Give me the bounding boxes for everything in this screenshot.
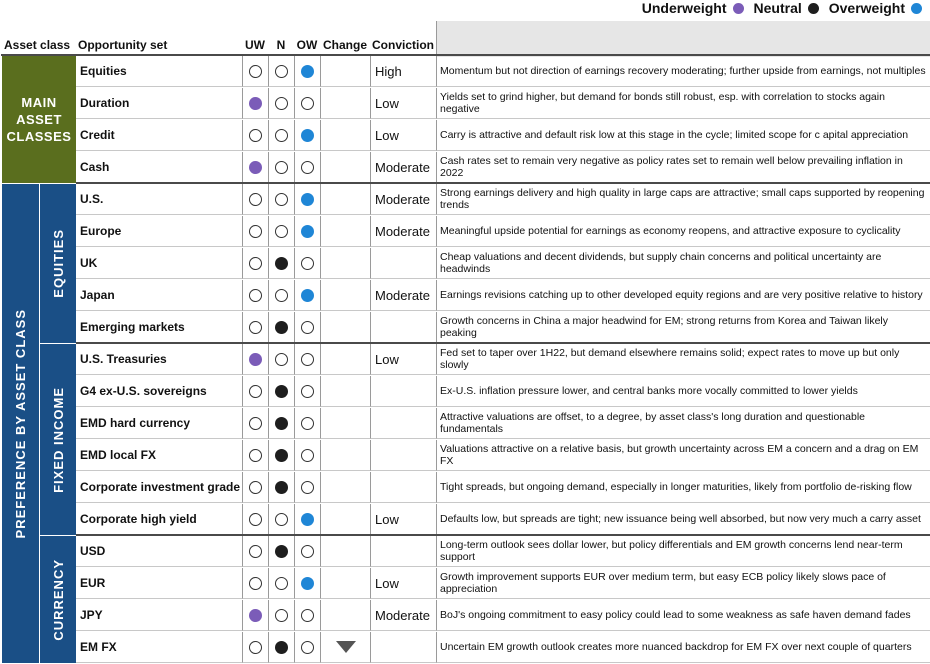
view-uw-cell (242, 312, 268, 343)
change-cell (320, 408, 370, 439)
view-ow-cell (294, 440, 320, 471)
asset-class-grid (1, 20, 930, 663)
neutral-dot-icon (275, 481, 288, 494)
view-ow-cell (294, 312, 320, 343)
view-uw-cell (242, 440, 268, 471)
comment-cell: Yields set to grind higher, but demand for bonds still robust, esp. with correlation to stocks again negative (436, 88, 930, 119)
header-asset-class: Asset class (4, 38, 71, 52)
view-uw-cell (242, 408, 268, 439)
empty-circle-icon (249, 513, 262, 526)
comment-cell: Long-term outlook sees dollar lower, but policy differentials and EM growth concerns lend near-term support (436, 536, 930, 567)
table-row (1, 440, 930, 472)
group-preference-label: PREFERENCE BY ASSET CLASS (13, 308, 28, 539)
opportunity-name: G4 ex-U.S. sovereigns (76, 376, 242, 407)
empty-circle-icon (249, 225, 262, 238)
change-cell (320, 472, 370, 503)
table-row (1, 152, 930, 184)
legend-overweight-label: Overweight (828, 0, 905, 16)
view-ow-cell (294, 184, 320, 215)
view-n-cell (268, 472, 294, 503)
empty-circle-icon (301, 385, 314, 398)
header-divider (1, 54, 930, 56)
empty-circle-icon (301, 257, 314, 270)
change-cell (320, 344, 370, 375)
empty-circle-icon (249, 129, 262, 142)
group-equities-label: EQUITIES (50, 229, 66, 298)
table-row (1, 120, 930, 152)
view-ow-cell (294, 536, 320, 567)
empty-circle-icon (249, 481, 262, 494)
change-cell (320, 184, 370, 215)
view-uw-cell (242, 216, 268, 247)
table-row (1, 472, 930, 504)
group-currency-label: CURRENCY (50, 558, 66, 641)
empty-circle-icon (301, 353, 314, 366)
conviction-cell: Moderate (370, 280, 436, 311)
view-uw-cell (242, 344, 268, 375)
view-ow-cell (294, 120, 320, 151)
empty-circle-icon (275, 225, 288, 238)
view-uw-cell (242, 600, 268, 631)
view-uw-cell (242, 536, 268, 567)
table-row (1, 184, 930, 216)
comment-cell: Carry is attractive and default risk low at this stage in the cycle; limited scope for c apital appreciation (436, 120, 930, 151)
change-cell (320, 152, 370, 183)
conviction-cell (370, 312, 436, 343)
opportunity-name: EMD local FX (76, 440, 242, 471)
empty-circle-icon (249, 385, 262, 398)
opportunity-name: U.S. (76, 184, 242, 215)
section-divider-2 (76, 342, 930, 344)
view-n-cell (268, 504, 294, 535)
table-row (1, 248, 930, 280)
comment-cell: BoJ's ongoing commitment to easy policy could lead to some weakness as safe haven demand fades (436, 600, 930, 631)
empty-circle-icon (275, 161, 288, 174)
empty-circle-icon (301, 641, 314, 654)
empty-circle-icon (301, 545, 314, 558)
view-ow-cell (294, 632, 320, 663)
view-n-cell (268, 440, 294, 471)
empty-circle-icon (301, 97, 314, 110)
empty-circle-icon (249, 289, 262, 302)
view-n-cell (268, 632, 294, 663)
opportunity-name: UK (76, 248, 242, 279)
view-uw-cell (242, 120, 268, 151)
view-n-cell (268, 408, 294, 439)
header-n: N (276, 38, 286, 52)
empty-circle-icon (249, 321, 262, 334)
empty-circle-icon (275, 193, 288, 206)
conviction-cell: Low (370, 88, 436, 119)
conviction-cell (370, 408, 436, 439)
table-row (1, 600, 930, 632)
empty-circle-icon (249, 193, 262, 206)
neutral-dot-icon (808, 3, 819, 14)
change-cell (320, 312, 370, 343)
change-cell (320, 440, 370, 471)
view-ow-cell (294, 280, 320, 311)
comment-cell: Cheap valuations and decent dividends, but supply chain concerns and political uncertainty are headwinds (436, 248, 930, 279)
conviction-cell (370, 440, 436, 471)
view-n-cell (268, 568, 294, 599)
comment-cell: Strong earnings delivery and high quality in large caps are attractive; small caps supported by reopening trends (436, 184, 930, 215)
empty-circle-icon (301, 321, 314, 334)
table-row (1, 56, 930, 88)
table-row (1, 216, 930, 248)
view-ow-cell (294, 216, 320, 247)
empty-circle-icon (249, 65, 262, 78)
opportunity-name: Duration (76, 88, 242, 119)
view-uw-cell (242, 632, 268, 663)
change-cell (320, 120, 370, 151)
change-cell (320, 600, 370, 631)
change-cell (320, 632, 370, 663)
neutral-dot-icon (275, 641, 288, 654)
view-ow-cell (294, 504, 320, 535)
empty-circle-icon (301, 481, 314, 494)
legend-neutral (754, 0, 819, 16)
table-row (1, 408, 930, 440)
empty-circle-icon (301, 161, 314, 174)
legend-underweight-label: Underweight (641, 0, 727, 16)
table-row (1, 568, 930, 600)
comment-cell: Meaningful upside potential for earnings as economy reopens, and attractive exposure to cyclicality (436, 216, 930, 247)
conviction-cell (370, 376, 436, 407)
opportunity-name: Corporate investment grade (76, 472, 242, 503)
opportunity-name: JPY (76, 600, 242, 631)
view-n-cell (268, 344, 294, 375)
opportunity-name: Corporate high yield (76, 504, 242, 535)
empty-circle-icon (275, 97, 288, 110)
table-row (1, 536, 930, 568)
empty-circle-icon (249, 577, 262, 590)
empty-circle-icon (301, 449, 314, 462)
overweight-dot-icon (301, 577, 314, 590)
underweight-dot-icon (733, 3, 744, 14)
view-n-cell (268, 600, 294, 631)
comment-cell: Uncertain EM growth outlook creates more nuanced backdrop for EM FX over next couple of quarters (436, 632, 930, 663)
view-ow-cell (294, 376, 320, 407)
neutral-dot-icon (275, 257, 288, 270)
change-cell (320, 536, 370, 567)
empty-circle-icon (275, 513, 288, 526)
change-cell (320, 88, 370, 119)
view-n-cell (268, 376, 294, 407)
overweight-dot-icon (301, 513, 314, 526)
change-cell (320, 248, 370, 279)
table-row (1, 376, 930, 408)
header-comment-column (436, 21, 930, 57)
change-cell (320, 504, 370, 535)
conviction-cell: Moderate (370, 184, 436, 215)
legend-underweight (642, 0, 744, 16)
view-n-cell (268, 536, 294, 567)
view-uw-cell (242, 280, 268, 311)
view-uw-cell (242, 152, 268, 183)
legend-overweight (829, 0, 922, 16)
view-n-cell (268, 216, 294, 247)
view-n-cell (268, 184, 294, 215)
conviction-cell: Low (370, 344, 436, 375)
empty-circle-icon (275, 65, 288, 78)
conviction-cell: High (370, 56, 436, 87)
opportunity-name: USD (76, 536, 242, 567)
overweight-dot-icon (911, 3, 922, 14)
view-ow-cell (294, 600, 320, 631)
view-n-cell (268, 280, 294, 311)
opportunity-name: EUR (76, 568, 242, 599)
view-n-cell (268, 152, 294, 183)
header-uw: UW (245, 38, 265, 52)
view-uw-cell (242, 376, 268, 407)
view-ow-cell (294, 56, 320, 87)
comment-cell: Defaults low, but spreads are tight; new issuance being well absorbed, but now very much a carry asset (436, 504, 930, 535)
underweight-dot-icon (249, 97, 262, 110)
conviction-cell (370, 472, 436, 503)
table-row (1, 88, 930, 120)
neutral-dot-icon (275, 545, 288, 558)
overweight-dot-icon (301, 289, 314, 302)
view-n-cell (268, 56, 294, 87)
legend-neutral-label: Neutral (753, 0, 802, 16)
comment-cell: Growth concerns in China a major headwind for EM; strong returns from Korea and Taiwan likely peaking (436, 312, 930, 343)
empty-circle-icon (301, 609, 314, 622)
view-ow-cell (294, 248, 320, 279)
empty-circle-icon (275, 129, 288, 142)
view-ow-cell (294, 152, 320, 183)
comment-cell: Earnings revisions catching up to other developed equity regions and are very positive relative to history (436, 280, 930, 311)
down-triangle-icon (336, 641, 356, 653)
conviction-cell (370, 248, 436, 279)
overweight-dot-icon (301, 225, 314, 238)
view-n-cell (268, 120, 294, 151)
legend (632, 0, 922, 16)
comment-cell: Attractive valuations are offset, to a degree, by asset class's long duration and questionable fundamentals (436, 408, 930, 439)
underweight-dot-icon (249, 161, 262, 174)
view-n-cell (268, 248, 294, 279)
opportunity-name: U.S. Treasuries (76, 344, 242, 375)
opportunity-name: Japan (76, 280, 242, 311)
conviction-cell (370, 632, 436, 663)
comment-cell: Valuations attractive on a relative basis, but growth uncertainty across EM a concern and a drag on EM FX (436, 440, 930, 471)
section-divider-3 (76, 534, 930, 536)
comment-cell: Growth improvement supports EUR over medium term, but easy ECB policy likely slows pace of appreciation (436, 568, 930, 599)
opportunity-name: Europe (76, 216, 242, 247)
change-cell (320, 568, 370, 599)
empty-circle-icon (301, 417, 314, 430)
view-uw-cell (242, 184, 268, 215)
empty-circle-icon (249, 449, 262, 462)
empty-circle-icon (275, 289, 288, 302)
table-row (1, 344, 930, 376)
change-cell (320, 376, 370, 407)
empty-circle-icon (249, 257, 262, 270)
conviction-cell: Low (370, 504, 436, 535)
opportunity-name: Credit (76, 120, 242, 151)
view-n-cell (268, 88, 294, 119)
comment-cell: Ex-U.S. inflation pressure lower, and central banks more vocally committed to lower yields (436, 376, 930, 407)
header-opportunity-set: Opportunity set (78, 38, 168, 52)
underweight-dot-icon (249, 353, 262, 366)
view-uw-cell (242, 248, 268, 279)
group-main-label: MAIN ASSET CLASSES (6, 95, 72, 144)
conviction-cell (370, 536, 436, 567)
header-ow: OW (296, 38, 318, 52)
neutral-dot-icon (275, 321, 288, 334)
conviction-cell: Low (370, 120, 436, 151)
neutral-dot-icon (275, 449, 288, 462)
header-change: Change (322, 38, 367, 52)
comment-cell: Cash rates set to remain very negative as policy rates set to remain well below prevailing inflation in 2022 (436, 152, 930, 183)
view-uw-cell (242, 472, 268, 503)
opportunity-name: Emerging markets (76, 312, 242, 343)
overweight-dot-icon (301, 193, 314, 206)
empty-circle-icon (249, 545, 262, 558)
empty-circle-icon (275, 609, 288, 622)
view-uw-cell (242, 504, 268, 535)
conviction-cell: Low (370, 568, 436, 599)
empty-circle-icon (249, 417, 262, 430)
change-cell (320, 216, 370, 247)
opportunity-name: EM FX (76, 632, 242, 663)
opportunity-name: EMD hard currency (76, 408, 242, 439)
group-fixed-income-label: FIXED INCOME (50, 386, 66, 493)
table-row (1, 280, 930, 312)
change-cell (320, 280, 370, 311)
table-row (1, 632, 930, 664)
conviction-cell: Moderate (370, 600, 436, 631)
view-ow-cell (294, 88, 320, 119)
view-uw-cell (242, 88, 268, 119)
table-row (1, 312, 930, 344)
table-row (1, 504, 930, 536)
overweight-dot-icon (301, 129, 314, 142)
underweight-dot-icon (249, 609, 262, 622)
conviction-cell: Moderate (370, 152, 436, 183)
view-ow-cell (294, 408, 320, 439)
comment-cell: Tight spreads, but ongoing demand, especially in longer maturities, likely from portfolio de-risking flow (436, 472, 930, 503)
conviction-cell: Moderate (370, 216, 436, 247)
neutral-dot-icon (275, 385, 288, 398)
opportunity-name: Cash (76, 152, 242, 183)
header-conviction: Conviction (372, 38, 434, 52)
view-ow-cell (294, 344, 320, 375)
view-uw-cell (242, 56, 268, 87)
overweight-dot-icon (301, 65, 314, 78)
comment-cell: Fed set to taper over 1H22, but demand elsewhere remains solid; expect rates to move up but only slowly (436, 344, 930, 375)
section-divider-1 (76, 182, 930, 184)
empty-circle-icon (249, 641, 262, 654)
comment-cell: Momentum but not direction of earnings recovery moderating; further upside from earnings, not multiples (436, 56, 930, 87)
view-ow-cell (294, 568, 320, 599)
view-uw-cell (242, 568, 268, 599)
view-n-cell (268, 312, 294, 343)
empty-circle-icon (275, 353, 288, 366)
change-cell (320, 56, 370, 87)
neutral-dot-icon (275, 417, 288, 430)
empty-circle-icon (275, 577, 288, 590)
opportunity-name: Equities (76, 56, 242, 87)
view-ow-cell (294, 472, 320, 503)
